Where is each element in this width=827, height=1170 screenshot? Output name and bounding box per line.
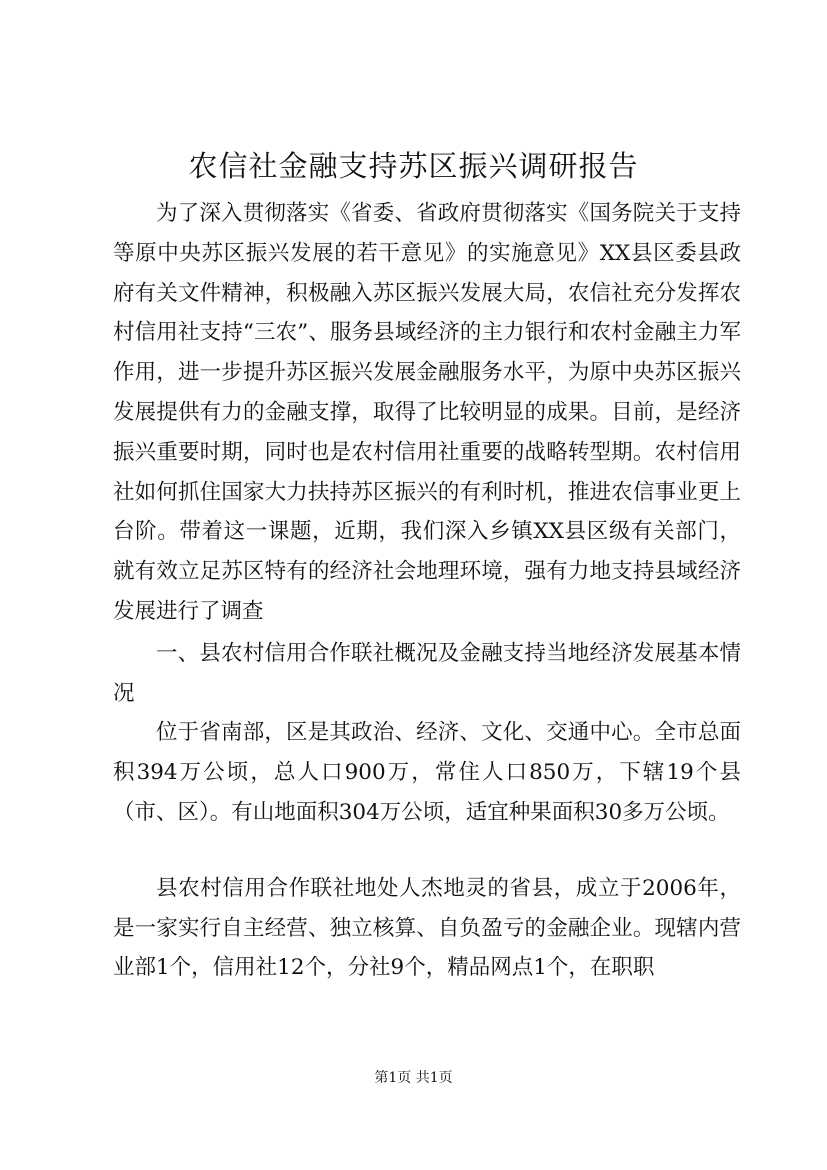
- document-title: 农信社金融支持苏区振兴调研报告: [188, 149, 639, 183]
- intro-paragraph: 为了深入贯彻落实《省委、省政府贯彻落实《国务院关于支持等原中央苏区振兴发展的若干意见》的实施意见》XX县区委县政府有关文件精神，积极融入苏区振兴发展大局，农信社充分发挥农村信用社支持“三农”、服务县域经济的主力银行和农村金融主力军作用，进一步提升苏区振兴发展金融服务水平，为原中央苏区振兴发展提供有力的金融支撑，取得了比较明显的成果。目前，是经济振兴重要时期，同时也是农村信用社重要的战略转型期。农村信用社如何抓住国家大力扶持苏区振兴的有利时机，推进农信事业更上台阶。带着这一课题，近期，我们深入乡镇XX县区级有关部门，就有效立足苏区特有的经济社会地理环境，强有力地支持县域经济发展进行了调查: [113, 201, 741, 624]
- document-body: [113, 194, 741, 988]
- union-overview-paragraph: 县农村信用合作联社地处人杰地灵的省县，成立于2006年，是一家实行自主经营、独立核算、自负盈亏的金融企业。现辖内营业部1个，信用社12个，分社9个，精品网点1个，在职职: [113, 875, 741, 981]
- section-heading: 一、县农村信用合作联社概况及金融支持当地经济发展基本情况: [113, 640, 741, 706]
- page-number-footer: 第1页 共1页: [374, 1070, 453, 1086]
- location-paragraph: 位于省南部，区是其政治、经济、文化、交通中心。全市总面积394万公顷，总人口900万，常住人口850万，下辖19个县（市、区）。有山地面积304万公顷，适宜种果面积30多万公顷。: [113, 720, 741, 825]
